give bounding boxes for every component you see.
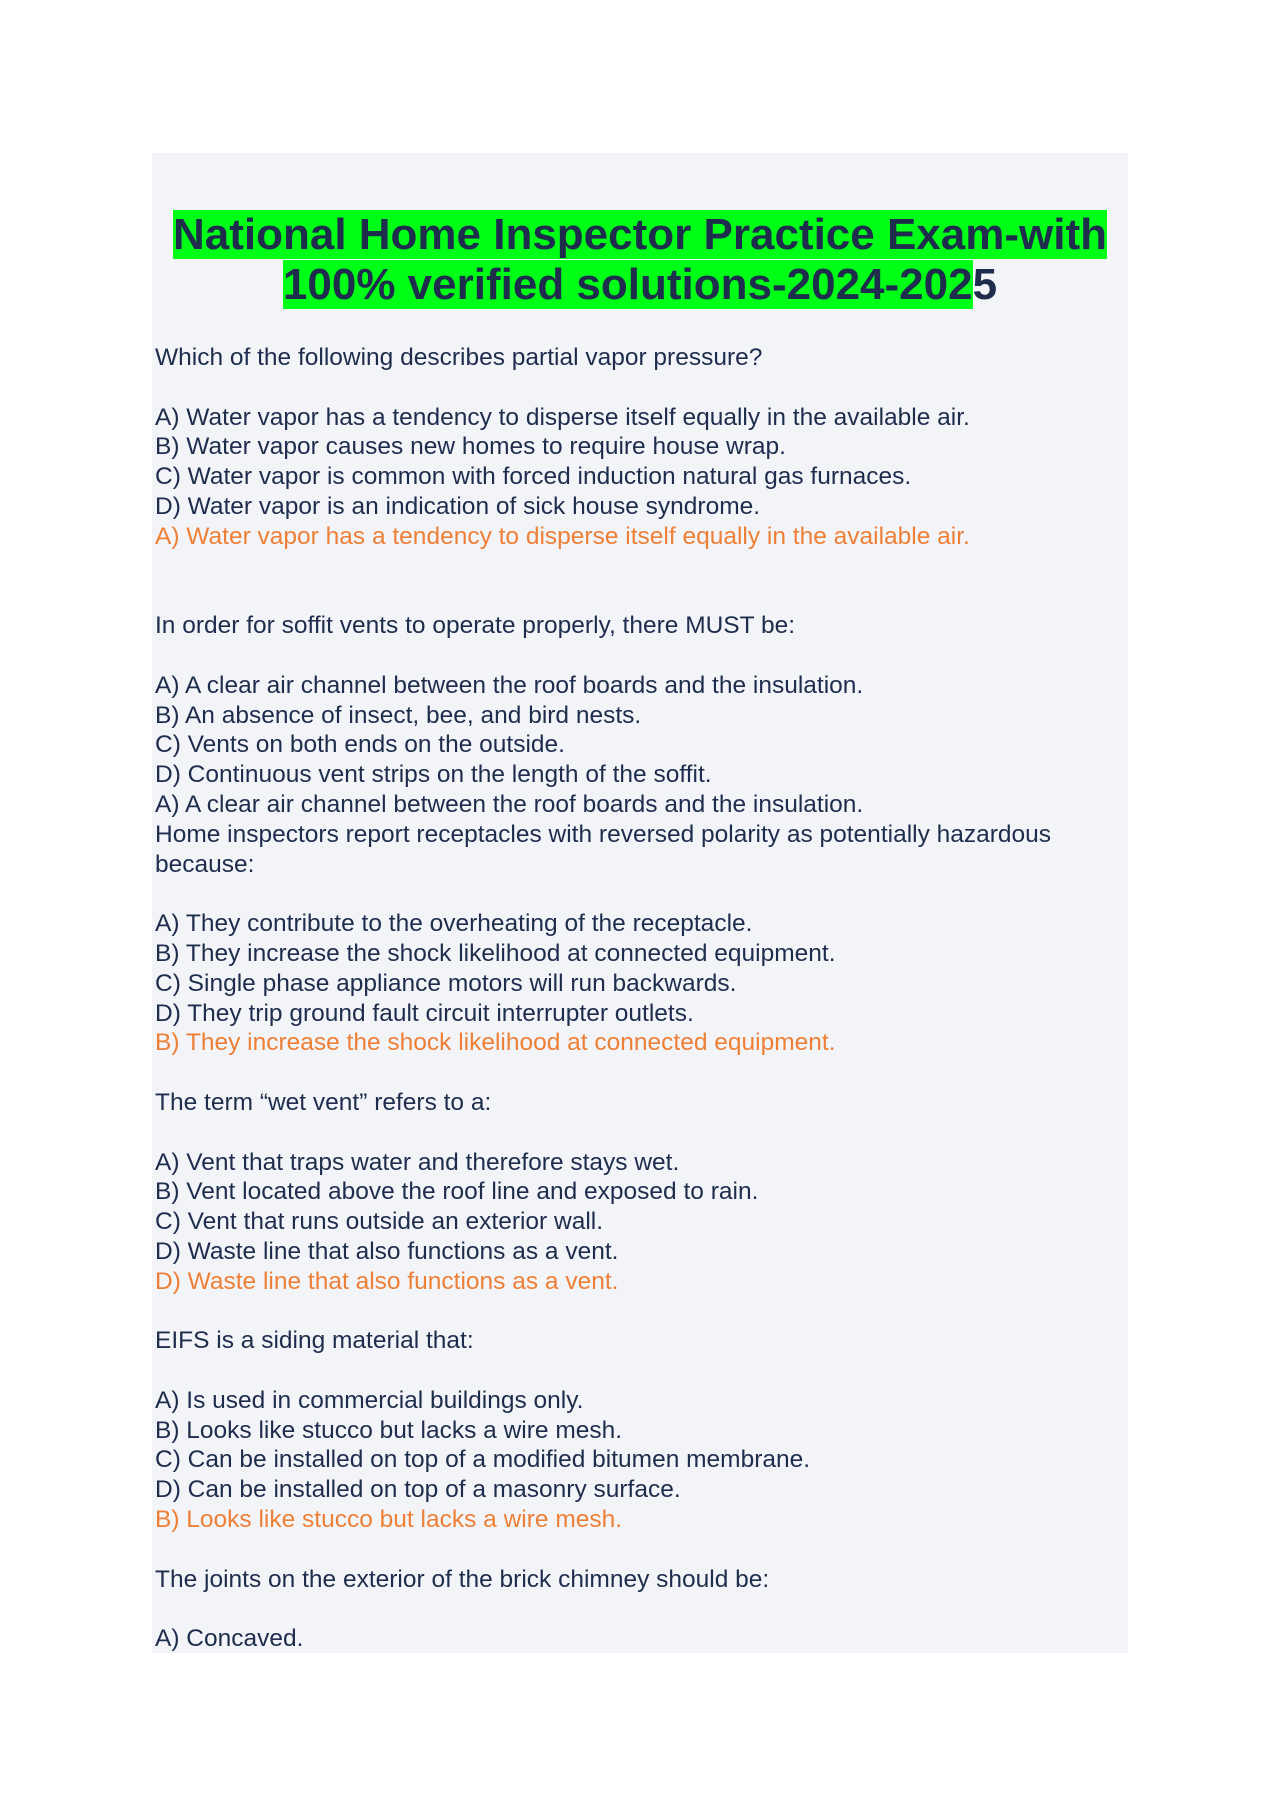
option-a: A) They contribute to the overheating of the receptacle. xyxy=(155,910,753,938)
question-block xyxy=(155,820,1115,1058)
title-line-1: National Home Inspector Practice Exam-with xyxy=(172,210,1108,259)
question-block xyxy=(155,1088,1115,1297)
question-prompt: The joints on the exterior of the brick chimney should be: xyxy=(155,1565,770,1593)
answer-key: B) Looks like stucco but lacks a wire mesh. xyxy=(155,1506,623,1534)
option-c: C) Water vapor is common with forced induction natural gas furnaces. xyxy=(155,463,912,491)
question-list xyxy=(155,343,1115,1654)
option-c: C) Vents on both ends on the outside. xyxy=(155,731,565,759)
option-a: A) Water vapor has a tendency to disperse itself equally in the available air. xyxy=(155,403,970,431)
question-prompt: Home inspectors report receptacles with reversed polarity as potentially hazardous because: xyxy=(155,820,1052,878)
answer-key: D) Waste line that also functions as a vent. xyxy=(155,1267,619,1295)
option-d: D) They trip ground fault circuit interrupter outlets. xyxy=(155,999,694,1027)
answer-key: A) A clear air channel between the roof boards and the insulation. xyxy=(155,790,864,818)
question-block xyxy=(155,343,1115,552)
option-d: D) Waste line that also functions as a vent. xyxy=(155,1237,619,1265)
title-tail: 5 xyxy=(972,260,998,309)
option-c: C) Single phase appliance motors will run backwards. xyxy=(155,969,737,997)
option-a: A) Vent that traps water and therefore stays wet. xyxy=(155,1148,680,1176)
document-title xyxy=(152,210,1128,310)
option-b: B) Vent located above the roof line and exposed to rain. xyxy=(155,1178,759,1206)
answer-key: B) They increase the shock likelihood at connected equipment. xyxy=(155,1029,836,1057)
option-d: D) Water vapor is an indication of sick house syndrome. xyxy=(155,492,761,520)
question-block xyxy=(155,1326,1115,1535)
option-b: B) An absence of insect, bee, and bird nests. xyxy=(155,701,642,729)
option-a: A) Is used in commercial buildings only. xyxy=(155,1386,584,1414)
option-b: B) They increase the shock likelihood at connected equipment. xyxy=(155,939,836,967)
option-c: C) Can be installed on top of a modified bitumen membrane. xyxy=(155,1446,811,1474)
option-d: D) Can be installed on top of a masonry surface. xyxy=(155,1476,681,1504)
question-prompt: In order for soffit vents to operate properly, there MUST be: xyxy=(155,612,796,640)
option-b: B) Water vapor causes new homes to require house wrap. xyxy=(155,433,786,461)
answer-key: A) Water vapor has a tendency to disperse itself equally in the available air. xyxy=(155,522,970,550)
title-line-2: 100% verified solutions-2024-202 xyxy=(282,260,973,309)
question-prompt: EIFS is a siding material that: xyxy=(155,1327,474,1355)
option-d: D) Continuous vent strips on the length of the soffit. xyxy=(155,761,712,789)
option-c: C) Vent that runs outside an exterior wall. xyxy=(155,1208,604,1236)
question-block xyxy=(155,611,1115,820)
option-b: B) Looks like stucco but lacks a wire mesh. xyxy=(155,1416,623,1444)
option-a: A) Concaved. xyxy=(155,1625,304,1653)
question-prompt: Which of the following describes partial vapor pressure? xyxy=(155,344,763,371)
option-a: A) A clear air channel between the roof boards and the insulation. xyxy=(155,671,864,699)
question-prompt: The term “wet vent” refers to a: xyxy=(155,1088,492,1116)
question-block xyxy=(155,1565,1115,1654)
